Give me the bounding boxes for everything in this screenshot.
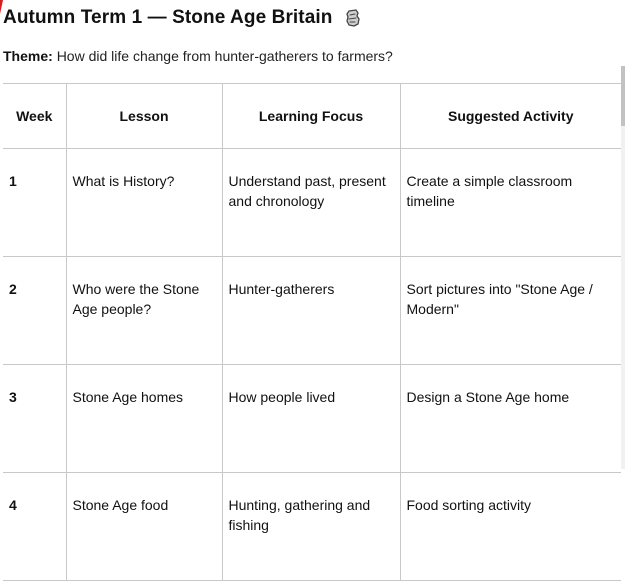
- cell-week: 3: [3, 365, 66, 473]
- cell-learning-focus: How people lived: [222, 365, 400, 473]
- page-title: [3, 7, 361, 29]
- header-suggested-activity: Suggested Activity: [400, 84, 621, 149]
- cell-lesson: Who were the Stone Age people?: [66, 257, 222, 365]
- cell-suggested-activity: Create a simple classroom timeline: [400, 149, 621, 257]
- page-title-text: Autumn Term 1 — Stone Age Britain: [3, 7, 333, 28]
- table-row: [3, 257, 621, 365]
- cell-lesson: Stone Age food: [66, 473, 222, 581]
- theme-line: [3, 48, 393, 64]
- cell-lesson: What is History?: [66, 149, 222, 257]
- scrollbar-thumb[interactable]: [621, 66, 625, 126]
- header-lesson: Lesson: [66, 84, 222, 149]
- cell-week: 2: [3, 257, 66, 365]
- cell-learning-focus: Understand past, present and chronology: [222, 149, 400, 257]
- vertical-scrollbar[interactable]: [621, 66, 625, 469]
- lesson-table-container: [3, 83, 621, 581]
- cell-week: 1: [3, 149, 66, 257]
- theme-text: How did life change from hunter-gatherers to farmers?: [56, 48, 393, 64]
- table-row: [3, 473, 621, 581]
- theme-label: Theme:: [3, 48, 53, 64]
- cell-suggested-activity: Design a Stone Age home: [400, 365, 621, 473]
- cell-week: 4: [3, 473, 66, 581]
- cell-suggested-activity: Sort pictures into "Stone Age / Modern": [400, 257, 621, 365]
- cell-lesson: Stone Age homes: [66, 365, 222, 473]
- table-header-row: [3, 84, 621, 149]
- rock-icon: [345, 9, 361, 27]
- table-row: [3, 365, 621, 473]
- cell-suggested-activity: Food sorting activity: [400, 473, 621, 581]
- table-row: [3, 149, 621, 257]
- header-week: Week: [3, 84, 66, 149]
- cell-learning-focus: Hunter-gatherers: [222, 257, 400, 365]
- cell-learning-focus: Hunting, gathering and fishing: [222, 473, 400, 581]
- lesson-table: [3, 83, 621, 581]
- header-learning-focus: Learning Focus: [222, 84, 400, 149]
